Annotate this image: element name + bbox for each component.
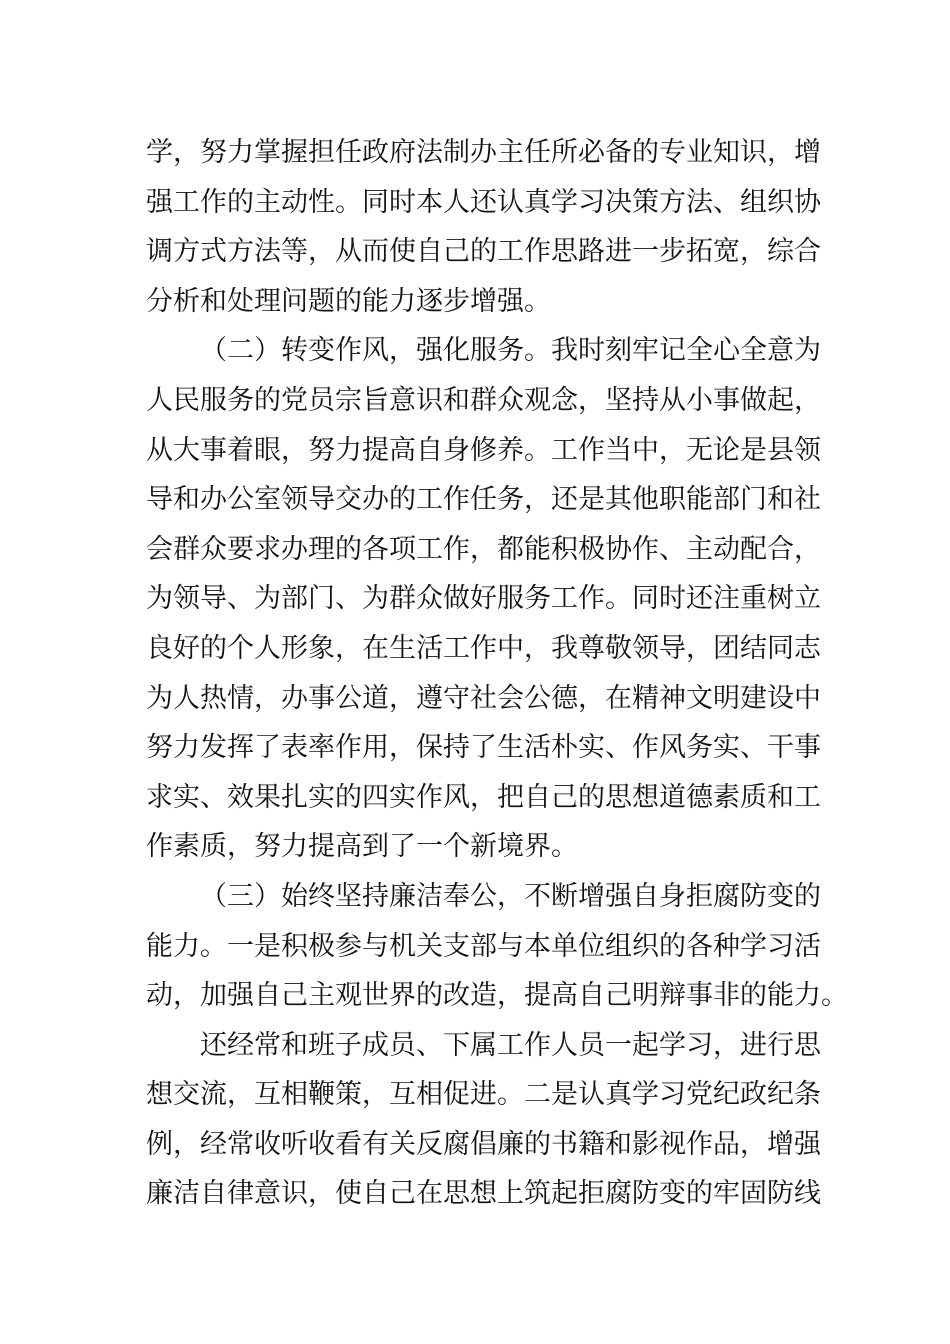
text-line: （ 二 ） 转 变 作 风 ， 强 化 服 务 。 我 时 刻 牢 记 全 心 全 意 为 — [200, 335, 821, 367]
text-line: 强 工 作 的 主 动 性 。 同 时 本 人 还 认 真 学 习 决 策 方 法 、 组 织 协 — [146, 186, 821, 218]
text-line: 会 群 众 要 求 办 理 的 各 项 工 作 ， 都 能 积 极 协 作 、 主 动 配 合 ， — [146, 533, 821, 565]
text-line: 动 ， 加 强 自 己 主 观 世 界 的 改 造 ， 提 高 自 己 明 辩 事 非 的 能 力 。 — [146, 980, 848, 1012]
text-line: 人 民 服 务 的 党 员 宗 旨 意 识 和 群 众 观 念 ， 坚 持 从 小 事 做 起 ， — [146, 384, 821, 416]
text-line: 例 ， 经 常 收 听 收 看 有 关 反 腐 倡 廉 的 书 籍 和 影 视 作 品 ， 增 强 — [146, 1128, 821, 1160]
text-line: 能 力 。 一 是 积 极 参 与 机 关 支 部 与 本 单 位 组 织 的 各 种 学 习 活 — [146, 930, 821, 962]
text-line: 学 ， 努 力 掌 握 担 任 政 府 法 制 办 主 任 所 必 备 的 专 业 知 识 ， 增 — [146, 137, 821, 168]
text-line: 作 素 质 ， 努 力 提 高 到 了 一 个 新 境 界 。 — [146, 831, 578, 863]
text-line: 想 交 流 ， 互 相 鞭 策 ， 互 相 促 进 。 二 是 认 真 学 习 党 纪 政 纪 条 — [146, 1079, 821, 1111]
text-line: 求 实 、 效 果 扎 实 的 四 实 作 风 ， 把 自 己 的 思 想 道 德 素 质 和 工 — [146, 781, 821, 813]
text-line: 为 人 热 情 ， 办 事 公 道 ， 遵 守 社 会 公 德 ， 在 精 神 文 明 建 设 中 — [146, 682, 821, 714]
text-line: （ 三 ） 始 终 坚 持 廉 洁 奉 公 ， 不 断 增 强 自 身 拒 腐 防 变 的 — [200, 880, 821, 912]
text-line: 努 力 发 挥 了 表 率 作 用 ， 保 持 了 生 活 朴 实 、 作 风 务 实 、 干 事 — [146, 732, 821, 764]
text-line: 为 领 导 、 为 部 门 、 为 群 众 做 好 服 务 工 作 。 同 时 还 注 重 树 立 — [146, 583, 821, 615]
text-line: 廉 洁 自 律 意 识 ， 使 自 己 在 思 想 上 筑 起 拒 腐 防 变 的 牢 固 防 线 — [146, 1178, 821, 1210]
text-line: 还 经 常 和 班 子 成 员 、 下 属 工 作 人 员 一 起 学 习 ， 进 行 思 — [200, 1029, 821, 1061]
text-line: 分 析 和 处 理 问 题 的 能 力 逐 步 增 强 。 — [146, 285, 551, 317]
text-line: 良 好 的 个 人 形 象 ， 在 生 活 工 作 中 ， 我 尊 敬 领 导 ， 团 结 同 志 — [146, 632, 821, 664]
text-line: 导 和 办 公 室 领 导 交 办 的 工 作 任 务 ， 还 是 其 他 职 能 部 门 和 社 — [146, 484, 821, 516]
text-line: 从 大 事 着 眼 ， 努 力 提 高 自 身 修 养 。 工 作 当 中 ， 无 论 是 县 领 — [146, 434, 821, 466]
text-line: 调 方 式 方 法 等 ， 从 而 使 自 己 的 工 作 思 路 进 一 步 拓 宽 ， 综 合 — [146, 236, 821, 268]
body-text — [146, 128, 848, 1219]
